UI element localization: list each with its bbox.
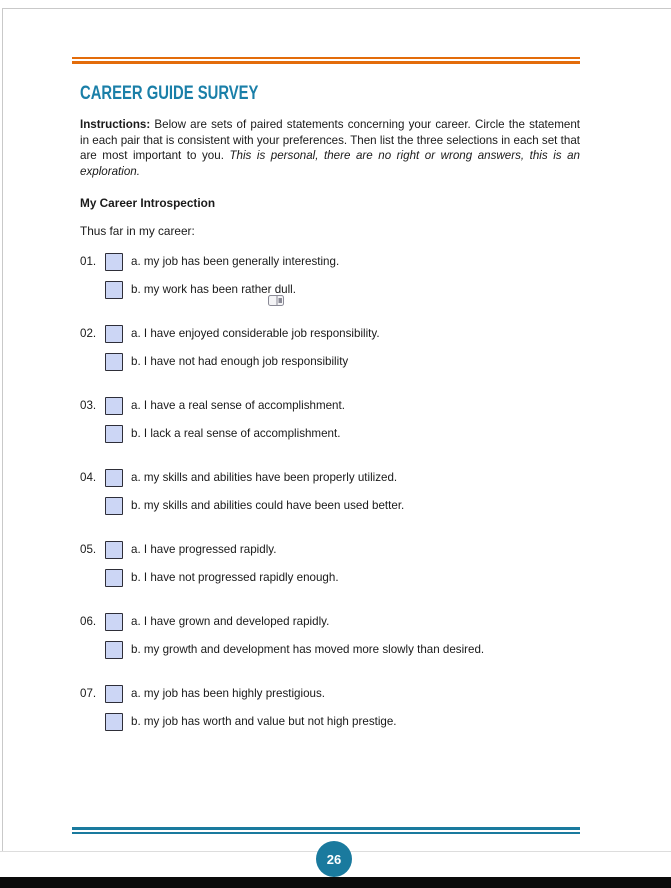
top-orange-divider <box>72 57 580 64</box>
mouse-icon <box>268 295 284 306</box>
checkbox-01b[interactable] <box>105 281 123 299</box>
statement-text: a. I have grown and developed rapidly. <box>131 615 330 628</box>
checkbox-02a[interactable] <box>105 325 123 343</box>
statement-text: b. I have not progressed rapidly enough. <box>131 571 339 584</box>
checkbox-04b[interactable] <box>105 497 123 515</box>
item-number: 07. <box>80 687 97 700</box>
checkbox-04a[interactable] <box>105 469 123 487</box>
checkbox-01a[interactable] <box>105 253 123 271</box>
page-number-badge <box>316 841 352 877</box>
statement-row-a <box>80 540 600 559</box>
statement-row-a <box>80 684 600 703</box>
instructions-note: This is personal, there are no right or wrong answers, this is an exploration. <box>80 149 581 178</box>
survey-item-05 <box>80 540 600 596</box>
statement-text: a. my job has been generally interesting. <box>131 255 340 268</box>
statement-row-b <box>80 424 600 443</box>
statement-row-b <box>80 712 600 731</box>
checkbox-05a[interactable] <box>105 541 123 559</box>
statement-text: b. I have not had enough job responsibility <box>131 355 349 368</box>
survey-item-06 <box>80 612 600 668</box>
page-border-top <box>2 8 671 9</box>
survey-item-03 <box>80 396 600 452</box>
checkbox-07b[interactable] <box>105 713 123 731</box>
statement-row-a <box>80 396 600 415</box>
statement-row-b <box>80 496 600 515</box>
statement-row-a <box>80 612 600 631</box>
checkbox-06b[interactable] <box>105 641 123 659</box>
page-border-left <box>2 8 3 851</box>
page-title: CAREER GUIDE SURVEY <box>80 83 259 104</box>
survey-item-01 <box>80 252 600 308</box>
section-heading: My Career Introspection <box>80 196 216 210</box>
checkbox-07a[interactable] <box>105 685 123 703</box>
statement-text: a. I have enjoyed considerable job responsibility. <box>131 327 380 340</box>
footer-teal-divider <box>72 827 580 834</box>
page-number: 26 <box>326 851 342 867</box>
item-number: 02. <box>80 327 97 340</box>
statement-text: a. I have a real sense of accomplishment. <box>131 399 345 412</box>
survey-item-02 <box>80 324 600 380</box>
statement-row-b <box>80 280 600 299</box>
survey-item-04 <box>80 468 600 524</box>
checkbox-03a[interactable] <box>105 397 123 415</box>
statement-text: b. my growth and development has moved more slowly than desired. <box>131 643 485 656</box>
statement-row-a <box>80 252 600 271</box>
statement-text: a. I have progressed rapidly. <box>131 543 277 556</box>
statement-text: b. my skills and abilities could have been used better. <box>131 499 405 512</box>
statement-row-b <box>80 640 600 659</box>
statement-text: b. I lack a real sense of accomplishment. <box>131 427 341 440</box>
instructions-label: Instructions: <box>80 118 151 131</box>
item-number: 05. <box>80 543 97 556</box>
statement-text: b. my work has been rather dull. <box>131 283 296 296</box>
statement-row-b <box>80 352 600 371</box>
survey-prompt: Thus far in my career: <box>80 224 195 238</box>
instructions-paragraph <box>80 117 580 179</box>
item-number: 01. <box>80 255 97 268</box>
statement-row-a <box>80 324 600 343</box>
statement-text: a. my skills and abilities have been properly utilized. <box>131 471 398 484</box>
item-number: 03. <box>80 399 97 412</box>
item-number: 04. <box>80 471 97 484</box>
checkbox-06a[interactable] <box>105 613 123 631</box>
checkbox-02b[interactable] <box>105 353 123 371</box>
survey-item-07 <box>80 684 600 740</box>
statement-text: a. my job has been highly prestigious. <box>131 687 325 700</box>
checkbox-03b[interactable] <box>105 425 123 443</box>
statement-row-b <box>80 568 600 587</box>
statement-text: b. my job has worth and value but not high prestige. <box>131 715 397 728</box>
checkbox-05b[interactable] <box>105 569 123 587</box>
statement-row-a <box>80 468 600 487</box>
item-number: 06. <box>80 615 97 628</box>
instructions-body: Below are sets of paired statements concerning your career. Circle the statement in each pair that is consistent with your preferences. Then list the three selections in each set that are most important to you. <box>80 118 580 163</box>
screen-bottom-edge <box>0 877 671 888</box>
